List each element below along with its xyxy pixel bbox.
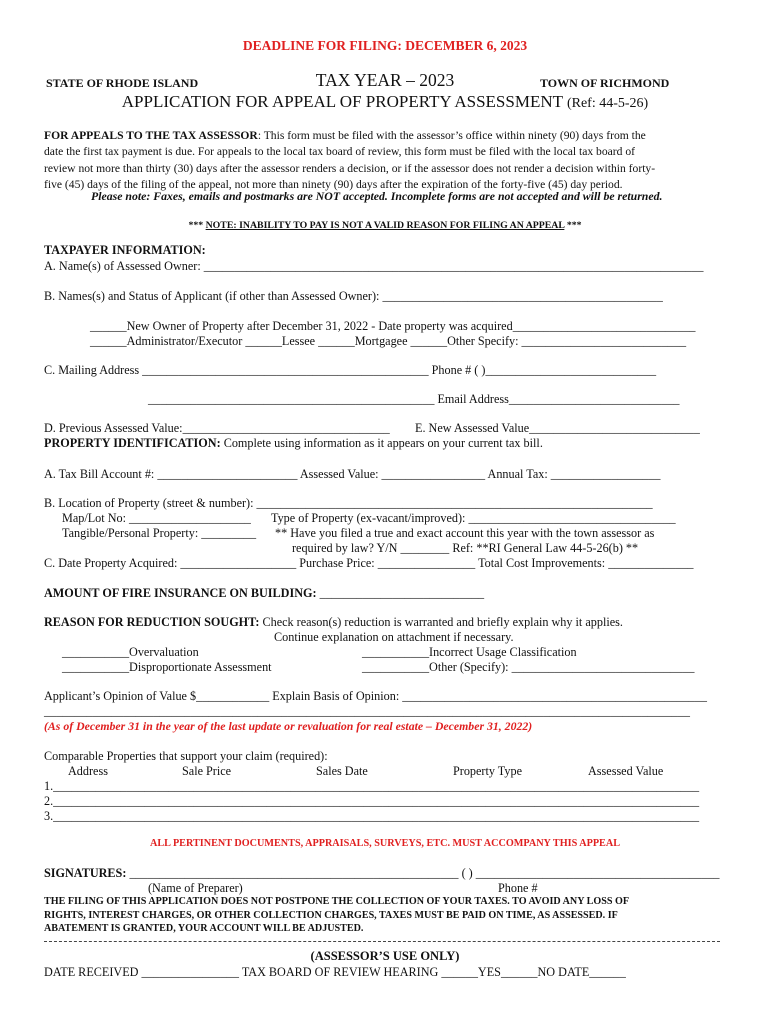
pertinent-documents-note: ALL PERTINENT DOCUMENTS, APPRAISALS, SURVEYS, ETC. MUST ACCOMPANY THIS APPEAL bbox=[150, 838, 620, 849]
notice bbox=[0, 220, 770, 231]
intro-line4: five (45) days of the filing of the appeal, not more than ninety (90) days after the expiration of the forty-five (45) day period. bbox=[44, 177, 623, 191]
intro-lead: FOR APPEALS TO THE TAX ASSESSOR bbox=[44, 129, 258, 142]
intro-paragraph bbox=[44, 128, 720, 193]
mailing-address-field[interactable]: C. Mailing Address _______________________________________________ Phone # ( )____________________________ bbox=[44, 363, 657, 377]
reason-other-option[interactable]: ___________Other (Specify): ______________________________ bbox=[362, 660, 695, 674]
filed-account-answer-field[interactable]: required by law? Y/N ________ Ref: **RI General Law 44-5-26(b) ** bbox=[292, 541, 639, 555]
warning-line3: ABATEMENT IS GRANTED, YOUR ACCOUNT WILL BE ADJUSTED. bbox=[44, 923, 364, 934]
reason-continue-note: Continue explanation on attachment if necessary. bbox=[274, 630, 514, 644]
state-label: STATE OF RHODE ISLAND bbox=[46, 76, 199, 90]
filed-account-question: ** Have you filed a true and exact account this year with the town assessor as bbox=[275, 526, 655, 540]
property-heading-label: PROPERTY IDENTIFICATION: bbox=[44, 436, 221, 450]
email-address-field[interactable]: _______________________________________________ Email Address____________________________ bbox=[148, 392, 680, 406]
property-heading bbox=[44, 436, 543, 451]
comparable-row-1[interactable]: 1.__________________________________________________________________________________________________________ bbox=[44, 779, 700, 793]
tax-year-label: TAX YEAR – 2023 bbox=[315, 70, 455, 90]
property-type-field[interactable]: Type of Property (ex-vacant/improved): __________________________________ bbox=[271, 511, 676, 525]
column-sale-price: Sale Price bbox=[182, 764, 232, 778]
assessor-use-line[interactable]: DATE RECEIVED ________________ TAX BOARD OF REVIEW HEARING ______YES______NO DATE______ bbox=[44, 965, 626, 979]
collection-warning bbox=[44, 895, 629, 936]
acquisition-field[interactable]: C. Date Property Acquired: ___________________ Purchase Price: ________________ Total Cost Improvements: ______________ bbox=[44, 556, 694, 570]
warning-line1: THE FILING OF THIS APPLICATION DOES NOT POSTPONE THE COLLECTION OF YOUR TAXES. TO AVOID ANY LOSS OF bbox=[44, 896, 629, 907]
form-title-text: APPLICATION FOR APPEAL OF PROPERTY ASSESSMENT bbox=[121, 92, 563, 111]
status-new-owner-field[interactable]: ______New Owner of Property after December 31, 2022 - Date property was acquired______________________________ bbox=[90, 319, 696, 333]
intro-line3: review not more than thirty (30) days after the assessor renders a decision, or if the assessor does not render a decision within forty- bbox=[44, 161, 656, 175]
fire-insurance-blank[interactable]: ___________________________ bbox=[316, 586, 485, 600]
revaluation-note: (As of December 31 in the year of the last update or revaluation for real estate – December 31, 2022) bbox=[44, 719, 533, 733]
phone-caption: Phone # bbox=[498, 881, 538, 895]
column-assessed-value: Assessed Value bbox=[588, 764, 664, 778]
filing-deadline: DEADLINE FOR FILING: DECEMBER 6, 2023 bbox=[242, 38, 528, 53]
tangible-property-field[interactable]: Tangible/Personal Property: _________ bbox=[62, 526, 257, 540]
new-value-field[interactable]: E. New Assessed Value____________________________ bbox=[415, 421, 700, 435]
property-location-field[interactable]: B. Location of Property (street & number): _________________________________________________________________ bbox=[44, 496, 653, 510]
reason-heading-label: REASON FOR REDUCTION SOUGHT: bbox=[44, 615, 260, 629]
status-other-field[interactable]: ______Administrator/Executor ______Lessee ______Mortgagee ______Other Specify: ___________________________ bbox=[90, 334, 687, 348]
intro-line1: : This form must be filed with the assessor’s office within ninety (90) days from the bbox=[257, 129, 646, 142]
fire-insurance-field[interactable] bbox=[44, 586, 484, 601]
cut-line-divider bbox=[44, 941, 720, 942]
notice-stars-right: *** bbox=[566, 220, 582, 231]
notice-stars-left: *** bbox=[188, 220, 204, 231]
reason-disproportionate-option[interactable]: ___________Disproportionate Assessment bbox=[62, 660, 272, 674]
warning-line2: RIGHTS, INTEREST CHARGES, OR OTHER COLLECTION CHARGES, TAXES MUST BE PAID ON TIME, AS ASSESSED. IF bbox=[44, 909, 618, 921]
intro-line2: date the first tax payment is due. For appeals to the local tax board of review, this form must be filed with the local tax board of bbox=[44, 145, 636, 159]
comparable-row-3[interactable]: 3.__________________________________________________________________________________________________________ bbox=[44, 809, 700, 823]
form-title bbox=[0, 92, 770, 112]
comparable-row-2[interactable]: 2.__________________________________________________________________________________________________________ bbox=[44, 794, 700, 808]
fire-insurance-label: AMOUNT OF FIRE INSURANCE ON BUILDING: bbox=[44, 586, 317, 600]
owner-name-field[interactable]: A. Name(s) of Assessed Owner: __________________________________________________________________________________ bbox=[44, 259, 704, 273]
town-label: TOWN OF RICHMOND bbox=[540, 76, 670, 90]
comparables-heading: Comparable Properties that support your claim (required): bbox=[44, 749, 328, 763]
preparer-caption: (Name of Preparer) bbox=[148, 881, 243, 895]
column-address: Address bbox=[68, 764, 108, 778]
reason-heading bbox=[44, 615, 623, 630]
taxpayer-heading: TAXPAYER INFORMATION: bbox=[44, 243, 206, 257]
property-heading-text: Complete using information as it appears on your current tax bill. bbox=[220, 436, 543, 450]
signatures-field[interactable] bbox=[44, 866, 720, 881]
reason-overvaluation-option[interactable]: ___________Overvaluation bbox=[62, 645, 199, 659]
column-sales-date: Sales Date bbox=[316, 764, 368, 778]
fax-note: Please note: Faxes, emails and postmarks are NOT accepted. Incomplete forms are not accepted and will be returned. bbox=[91, 189, 663, 203]
assessor-use-heading: (ASSESSOR’S USE ONLY) bbox=[310, 949, 460, 963]
previous-value-field[interactable]: D. Previous Assessed Value:__________________________________ bbox=[44, 421, 390, 435]
notice-text: NOTE: INABILITY TO PAY IS NOT A VALID REASON FOR FILING AN APPEAL bbox=[205, 220, 565, 231]
opinion-of-value-field[interactable]: Applicant’s Opinion of Value $____________ Explain Basis of Opinion: __________________________________________________ bbox=[44, 689, 707, 703]
reason-heading-text: Check reason(s) reduction is warranted and briefly explain why it applies. bbox=[259, 615, 623, 629]
applicant-name-field[interactable]: B. Names(s) and Status of Applicant (if other than Assessed Owner): ______________________________________________ bbox=[44, 289, 663, 303]
signature-line[interactable]: ______________________________________________________ ( ) ________________________________________ bbox=[126, 866, 720, 880]
opinion-basis-line[interactable]: __________________________________________________________________________________________________________ bbox=[44, 704, 690, 718]
form-title-ref: (Ref: 44-5-26) bbox=[566, 96, 649, 111]
signatures-label: SIGNATURES: bbox=[44, 866, 127, 880]
column-property-type: Property Type bbox=[453, 764, 522, 778]
reason-usage-option[interactable]: ___________Incorrect Usage Classification bbox=[362, 645, 577, 659]
tax-bill-account-field[interactable]: A. Tax Bill Account #: _______________________ Assessed Value: _________________ Annual Tax: __________________ bbox=[44, 467, 661, 481]
map-lot-field[interactable]: Map/Lot No: ____________________ bbox=[62, 511, 251, 525]
